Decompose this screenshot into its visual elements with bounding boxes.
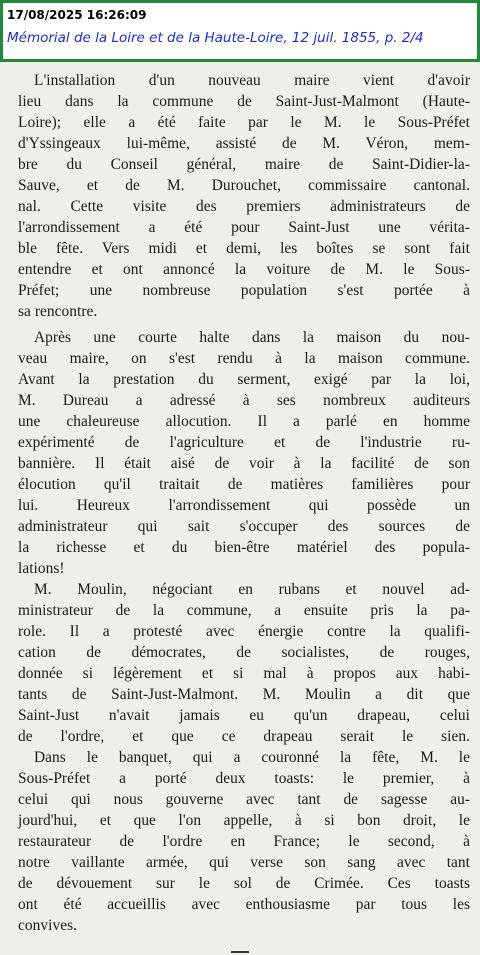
section-divider <box>231 951 249 953</box>
article-line: sa rencontre. <box>18 303 98 320</box>
article-line: Saint-Just n'avait jamais eu qu'un drapeau, celui <box>18 707 470 724</box>
article-line: notre vaillante armée, qui verse son sang avec tant <box>18 854 470 871</box>
article-line: donnée si légèrement et si mal à propos aux habi- <box>18 665 470 682</box>
article-line: Sous-Préfet a porté deux toasts: le premier, à <box>18 770 470 787</box>
article-line: M. Dureau a adressé à ses nombreux auditeurs <box>18 392 470 409</box>
article-line: une chaleureuse allocution. Il a parlé en homme <box>18 413 470 430</box>
article-line: Après une courte halte dans la maison du nou- <box>34 329 470 346</box>
article-line: de l'ordre, et que ce drapeau serait le sien. <box>18 728 470 745</box>
article-line: tants de Saint-Just-Malmont. M. Moulin a dit que <box>18 686 470 703</box>
article-line: de dévouement sur le sol de Crimée. Ces toasts <box>18 875 470 892</box>
article-line: administrateur qui sait s'occuper des sources de <box>18 518 470 535</box>
article-line: l'arrondissement a été pour Saint-Just une vérita- <box>18 219 470 236</box>
article-line: restaurateur de l'ordre en France; le second, à <box>18 833 470 850</box>
article-line: expérimenté de l'agriculture et de l'industrie ru- <box>18 434 470 451</box>
article-line: d'Yssingeaux lui-même, assisté de M. Véron, mem- <box>18 135 470 152</box>
article-line: Dans le banquet, qui a couronné la fête, M. le <box>34 749 470 766</box>
article-line: jourd'hui, et que l'on appelle, à si bon droit, le <box>18 812 470 829</box>
source-citation: Mémorial de la Loire et de la Haute-Loire, 12 juil. 1855, p. 2/4 <box>7 30 424 46</box>
article-line: convives. <box>18 917 78 934</box>
article-line: Avant la prestation du serment, exigé par la loi, <box>18 371 470 388</box>
article-line: bre du Conseil général, maire de Saint-Didier-la- <box>18 156 470 173</box>
article-line: élocution qu'il traitait de matières familières pour <box>18 476 470 493</box>
article-line: Préfet; une nombreuse population s'est portée à <box>18 282 470 299</box>
article-line: lui. Heureux l'arrondissement qui possède un <box>18 497 470 514</box>
article-line: lations! <box>18 560 65 577</box>
article-line: L'installation d'un nouveau maire vient d'avoir <box>34 72 470 89</box>
article-line: entendre et ont annoncé la voiture de M. le Sous- <box>18 261 470 278</box>
article-line: ont été accueillis avec enthousiasme par tous les <box>18 896 470 913</box>
article-line: ministrateur de la commune, a ensuite pris la pa- <box>18 602 470 619</box>
article-line: Loire); elle a été faite par le M. le Sous-Préfet <box>18 114 470 131</box>
article-line: nal. Cette visite des premiers administrateurs de <box>18 198 470 215</box>
article-line: Sauve, et de M. Durouchet, commissaire cantonal. <box>18 177 470 194</box>
article-line: cation de démocrates, de socialistes, de rouges, <box>18 644 470 661</box>
article-line: lieu dans la commune de Saint-Just-Malmont (Haute- <box>18 93 470 110</box>
article-line: veau maire, on s'est rendu à la maison commune. <box>18 350 470 367</box>
article-line: la richesse et du bien-être matériel des popula- <box>18 539 470 556</box>
archive-header <box>0 0 480 62</box>
article-line: celui qui nous gouverne avec tant de sagesse au- <box>18 791 470 808</box>
article-line: bannière. Il était aisé de voir à la facilité de son <box>18 455 470 472</box>
article-line: M. Moulin, négociant en rubans et nouvel ad- <box>34 581 470 598</box>
article-line: ble fête. Vers midi et demi, les boîtes se sont fait <box>18 240 470 257</box>
article-line: role. Il a protesté avec énergie contre la qualifi- <box>18 623 470 640</box>
capture-timestamp: 17/08/2025 16:26:09 <box>7 8 147 22</box>
